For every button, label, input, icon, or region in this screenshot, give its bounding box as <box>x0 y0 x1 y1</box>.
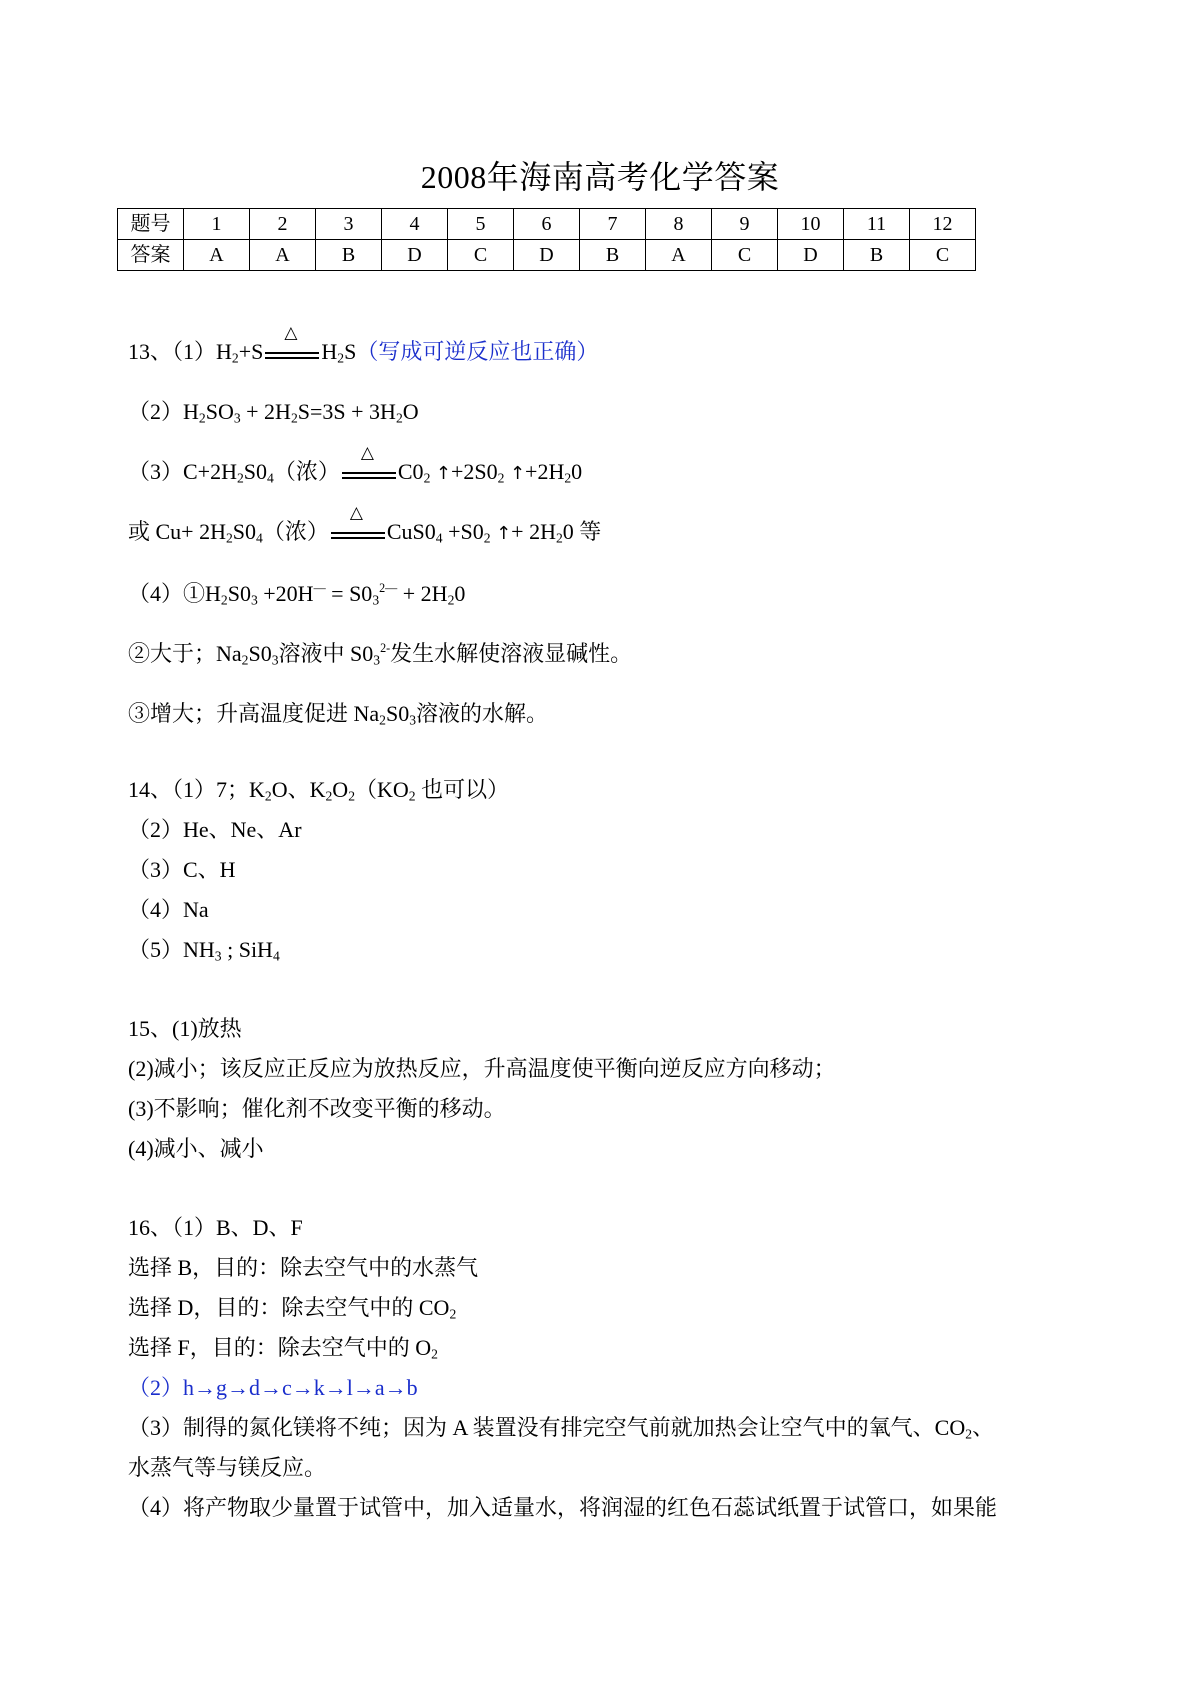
gas-arrow-icon: ↑ <box>435 463 451 484</box>
gas-arrow-icon: ↑ <box>496 523 512 544</box>
q14-part1: 14、（1）7；$K_2O$、$K_2O_2(KO_2$ 也可以） <box>128 777 510 804</box>
table-cell: C <box>448 240 514 271</box>
q15-part3: (3)不影响；催化剂不改变平衡的移动。 <box>128 1096 506 1121</box>
q14-part3: （3）C、H <box>128 857 236 882</box>
q15-part1: 15、(1)放热 <box>128 1016 242 1041</box>
table-cell: A <box>646 240 712 271</box>
table-cell: 11 <box>844 209 910 240</box>
table-cell: 1 <box>184 209 250 240</box>
table-cell: 6 <box>514 209 580 240</box>
q16-part3: （3）制得的氮化镁将不纯；因为 A 装置没有排完空气前就加热会让空气中的氧气、$CO_2$、 <box>128 1415 995 1442</box>
table-cell: B <box>580 240 646 271</box>
table-cell: 8 <box>646 209 712 240</box>
q16-reason-f: 选择 F，目的：除去空气中的 $O_2$ <box>128 1335 438 1362</box>
q15-part4: (4)减小、减小 <box>128 1136 264 1161</box>
q13-part2: $(2)H_2SO_3 + 2H_2S=3S + 3H_2O$ <box>128 399 419 426</box>
table-cell: 12 <box>910 209 976 240</box>
table-cell: 题号 <box>118 209 184 240</box>
table-row-answers <box>118 240 976 271</box>
q16-reason-d: 选择 D，目的：除去空气中的 $CO_2$ <box>128 1295 457 1322</box>
table-cell: A <box>250 240 316 271</box>
q15-part2: (2)减小；该反应正反应为放热反应，升高温度使平衡向逆反应方向移动； <box>128 1056 836 1081</box>
q16-reason-b: 选择 B，目的：除去空气中的水蒸气 <box>128 1255 479 1280</box>
table-cell: 9 <box>712 209 778 240</box>
table-cell: D <box>778 240 844 271</box>
answer-table <box>117 208 976 271</box>
q16-part4: （4）将产物取少量置于试管中，加入适量水，将润湿的红色石蕊试纸置于试管口，如果能 <box>128 1495 998 1520</box>
table-cell: 4 <box>382 209 448 240</box>
table-cell: 5 <box>448 209 514 240</box>
q13-note: （写成可逆反应也正确） <box>356 339 599 364</box>
q13-part3: $(3)C+2H_2S0_4$（浓） △ $C0_2$ $↑+2S0_2$ $↑+2H_20$ <box>128 442 583 486</box>
q14-part5: $(5)NH_3$ ; SiH$_4$ <box>128 937 280 964</box>
heat-equals-sign: △ <box>331 524 385 544</box>
q13-part3-alt: 或 $Cu+ 2H_2S0_4$（浓） △ $CuS0_4 +S0_2$ ↑+ $2H_20$ 等 <box>128 502 602 546</box>
table-cell: 3 <box>316 209 382 240</box>
table-cell: 7 <box>580 209 646 240</box>
gas-arrow-icon: ↑ <box>509 463 526 484</box>
table-row-question-numbers <box>118 209 976 240</box>
table-cell: C <box>712 240 778 271</box>
q13-part4-2: ②大于；$Na_2S0_3$溶液中 $S0_3^{2-}$发生水解使溶液显碱性。 <box>128 640 633 668</box>
q13-part1: 13、$(1)H_2+S$ △ $H_2S$（写成可逆反应也正确） <box>128 322 599 366</box>
heat-equals-sign: △ <box>342 464 396 484</box>
q14-part4: （4）Na <box>128 897 209 922</box>
table-cell: D <box>514 240 580 271</box>
page-title: 2008年海南高考化学答案 <box>420 159 780 195</box>
q13-part4-3: ③增大；升高温度促进 $Na_2S0_3$溶液的水解。 <box>128 701 549 728</box>
q16-part3-cont: 水蒸气等与镁反应。 <box>128 1455 327 1480</box>
table-cell: C <box>910 240 976 271</box>
table-cell: B <box>316 240 382 271</box>
heat-equals-sign: △ <box>265 344 319 364</box>
q16-part2: （2）h→g→d→c→k→l→a→b <box>128 1375 418 1400</box>
q14-part2: （2）He、Ne、Ar <box>128 817 302 842</box>
table-cell: 答案 <box>118 240 184 271</box>
table-cell: A <box>184 240 250 271</box>
table-cell: 10 <box>778 209 844 240</box>
table-cell: B <box>844 240 910 271</box>
q13-part4: $(4)①H_2S0_3 +20H^— = S0_3^{2—} + 2H_20$ <box>128 580 466 608</box>
table-cell: D <box>382 240 448 271</box>
q16-part1: 16、（1）B、D、F <box>128 1215 303 1240</box>
table-cell: 2 <box>250 209 316 240</box>
